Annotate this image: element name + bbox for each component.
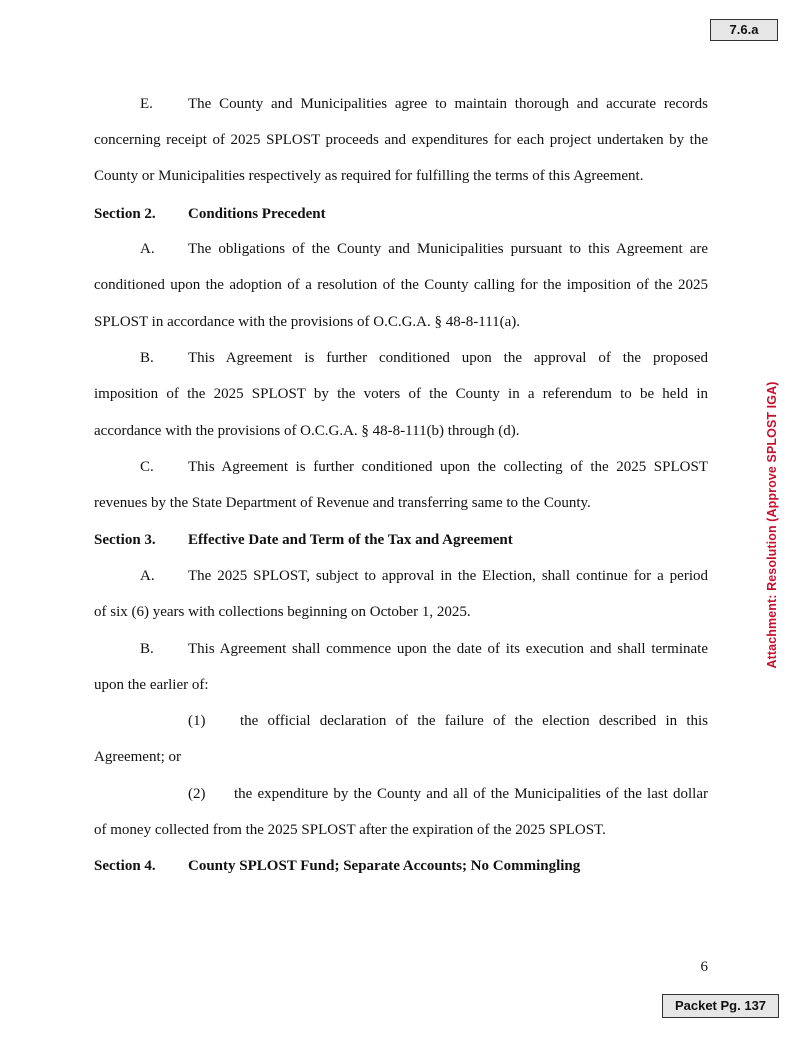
paragraph-2a-marker: A. — [140, 241, 155, 257]
paragraph-2b-line-3: accordance with the provisions of O.C.G.A. § 48-8-111(b) through (d). — [94, 423, 520, 439]
paragraph-2c-line-2: revenues by the State Department of Revenue and transferring same to the County. — [94, 495, 591, 511]
section-3-number: Section 3. — [94, 532, 156, 548]
section-2-number: Section 2. — [94, 206, 156, 222]
clause-3b2-text-1: the expenditure by the County and all of the Municipalities of the last dollar — [234, 786, 708, 802]
paragraph-e-line-1 — [94, 94, 708, 114]
paragraph-e-line-3: County or Municipalities respectively as required for fulfilling the terms of this Agreement. — [94, 168, 644, 184]
attachment-side-label-text: Attachment: Resolution (Approve SPLOST IGA) — [765, 381, 779, 669]
clause-3b1-marker: (1) — [188, 713, 206, 729]
clause-3b2-line-2: of money collected from the 2025 SPLOST after the expiration of the 2025 SPLOST. — [94, 822, 606, 838]
section-3-title: Effective Date and Term of the Tax and Agreement — [188, 532, 513, 548]
clause-3b1-line-1 — [94, 711, 708, 731]
paragraph-e-text-1: The County and Municipalities agree to maintain thorough and accurate records — [188, 96, 708, 112]
paragraph-2c-line-1 — [94, 457, 708, 477]
section-4-heading — [94, 856, 708, 876]
packet-page-badge: Packet Pg. 137 — [662, 994, 779, 1018]
section-2-title: Conditions Precedent — [188, 206, 326, 222]
paragraph-3b-marker: B. — [140, 641, 154, 657]
paragraph-2b-line-2: imposition of the 2025 SPLOST by the voters of the County in a referendum to be held in — [94, 386, 708, 402]
paragraph-3a-line-1 — [94, 566, 708, 586]
clause-3b1-text-1: the official declaration of the failure of the election described in this — [240, 713, 708, 729]
paragraph-3b-line-2: upon the earlier of: — [94, 677, 209, 693]
paragraph-2a-line-3: SPLOST in accordance with the provisions of O.C.G.A. § 48-8-111(a). — [94, 314, 521, 330]
paragraph-2a-text-1: The obligations of the County and Municipalities pursuant to this Agreement are — [188, 241, 708, 257]
paragraph-e-marker: E. — [140, 96, 153, 112]
section-4-title: County SPLOST Fund; Separate Accounts; No Commingling — [188, 858, 581, 874]
paragraph-2c-text-1: This Agreement is further conditioned upon the collecting of the 2025 SPLOST — [188, 459, 708, 475]
paragraph-2a-line-2: conditioned upon the adoption of a resolution of the County calling for the imposition of the 2025 — [94, 277, 708, 293]
section-3-heading — [94, 530, 708, 550]
paragraph-2c-marker: C. — [140, 459, 154, 475]
page-number: 6 — [700, 959, 708, 975]
paragraph-2b-marker: B. — [140, 350, 154, 366]
paragraph-3a-line-2: of six (6) years with collections beginning on October 1, 2025. — [94, 604, 471, 620]
paragraph-e-line-2: concerning receipt of 2025 SPLOST proceeds and expenditures for each project undertaken by the — [94, 132, 708, 148]
agenda-item-badge: 7.6.a — [710, 19, 778, 41]
clause-3b2-marker: (2) — [188, 786, 206, 802]
paragraph-3b-text-1: This Agreement shall commence upon the date of its execution and shall terminate — [188, 641, 708, 657]
clause-3b2-line-1 — [94, 784, 708, 804]
paragraph-2a-line-1 — [94, 239, 708, 259]
paragraph-3b-line-1 — [94, 639, 708, 659]
paragraph-2b-text-1: This Agreement is further conditioned upon the approval of the proposed — [188, 350, 708, 366]
section-2-heading — [94, 204, 708, 224]
section-4-number: Section 4. — [94, 858, 156, 874]
paragraph-3a-text-1: The 2025 SPLOST, subject to approval in the Election, shall continue for a period — [188, 568, 708, 584]
clause-3b1-line-2: Agreement; or — [94, 749, 182, 765]
paragraph-3a-marker: A. — [140, 568, 155, 584]
paragraph-2b-line-1 — [94, 348, 708, 368]
